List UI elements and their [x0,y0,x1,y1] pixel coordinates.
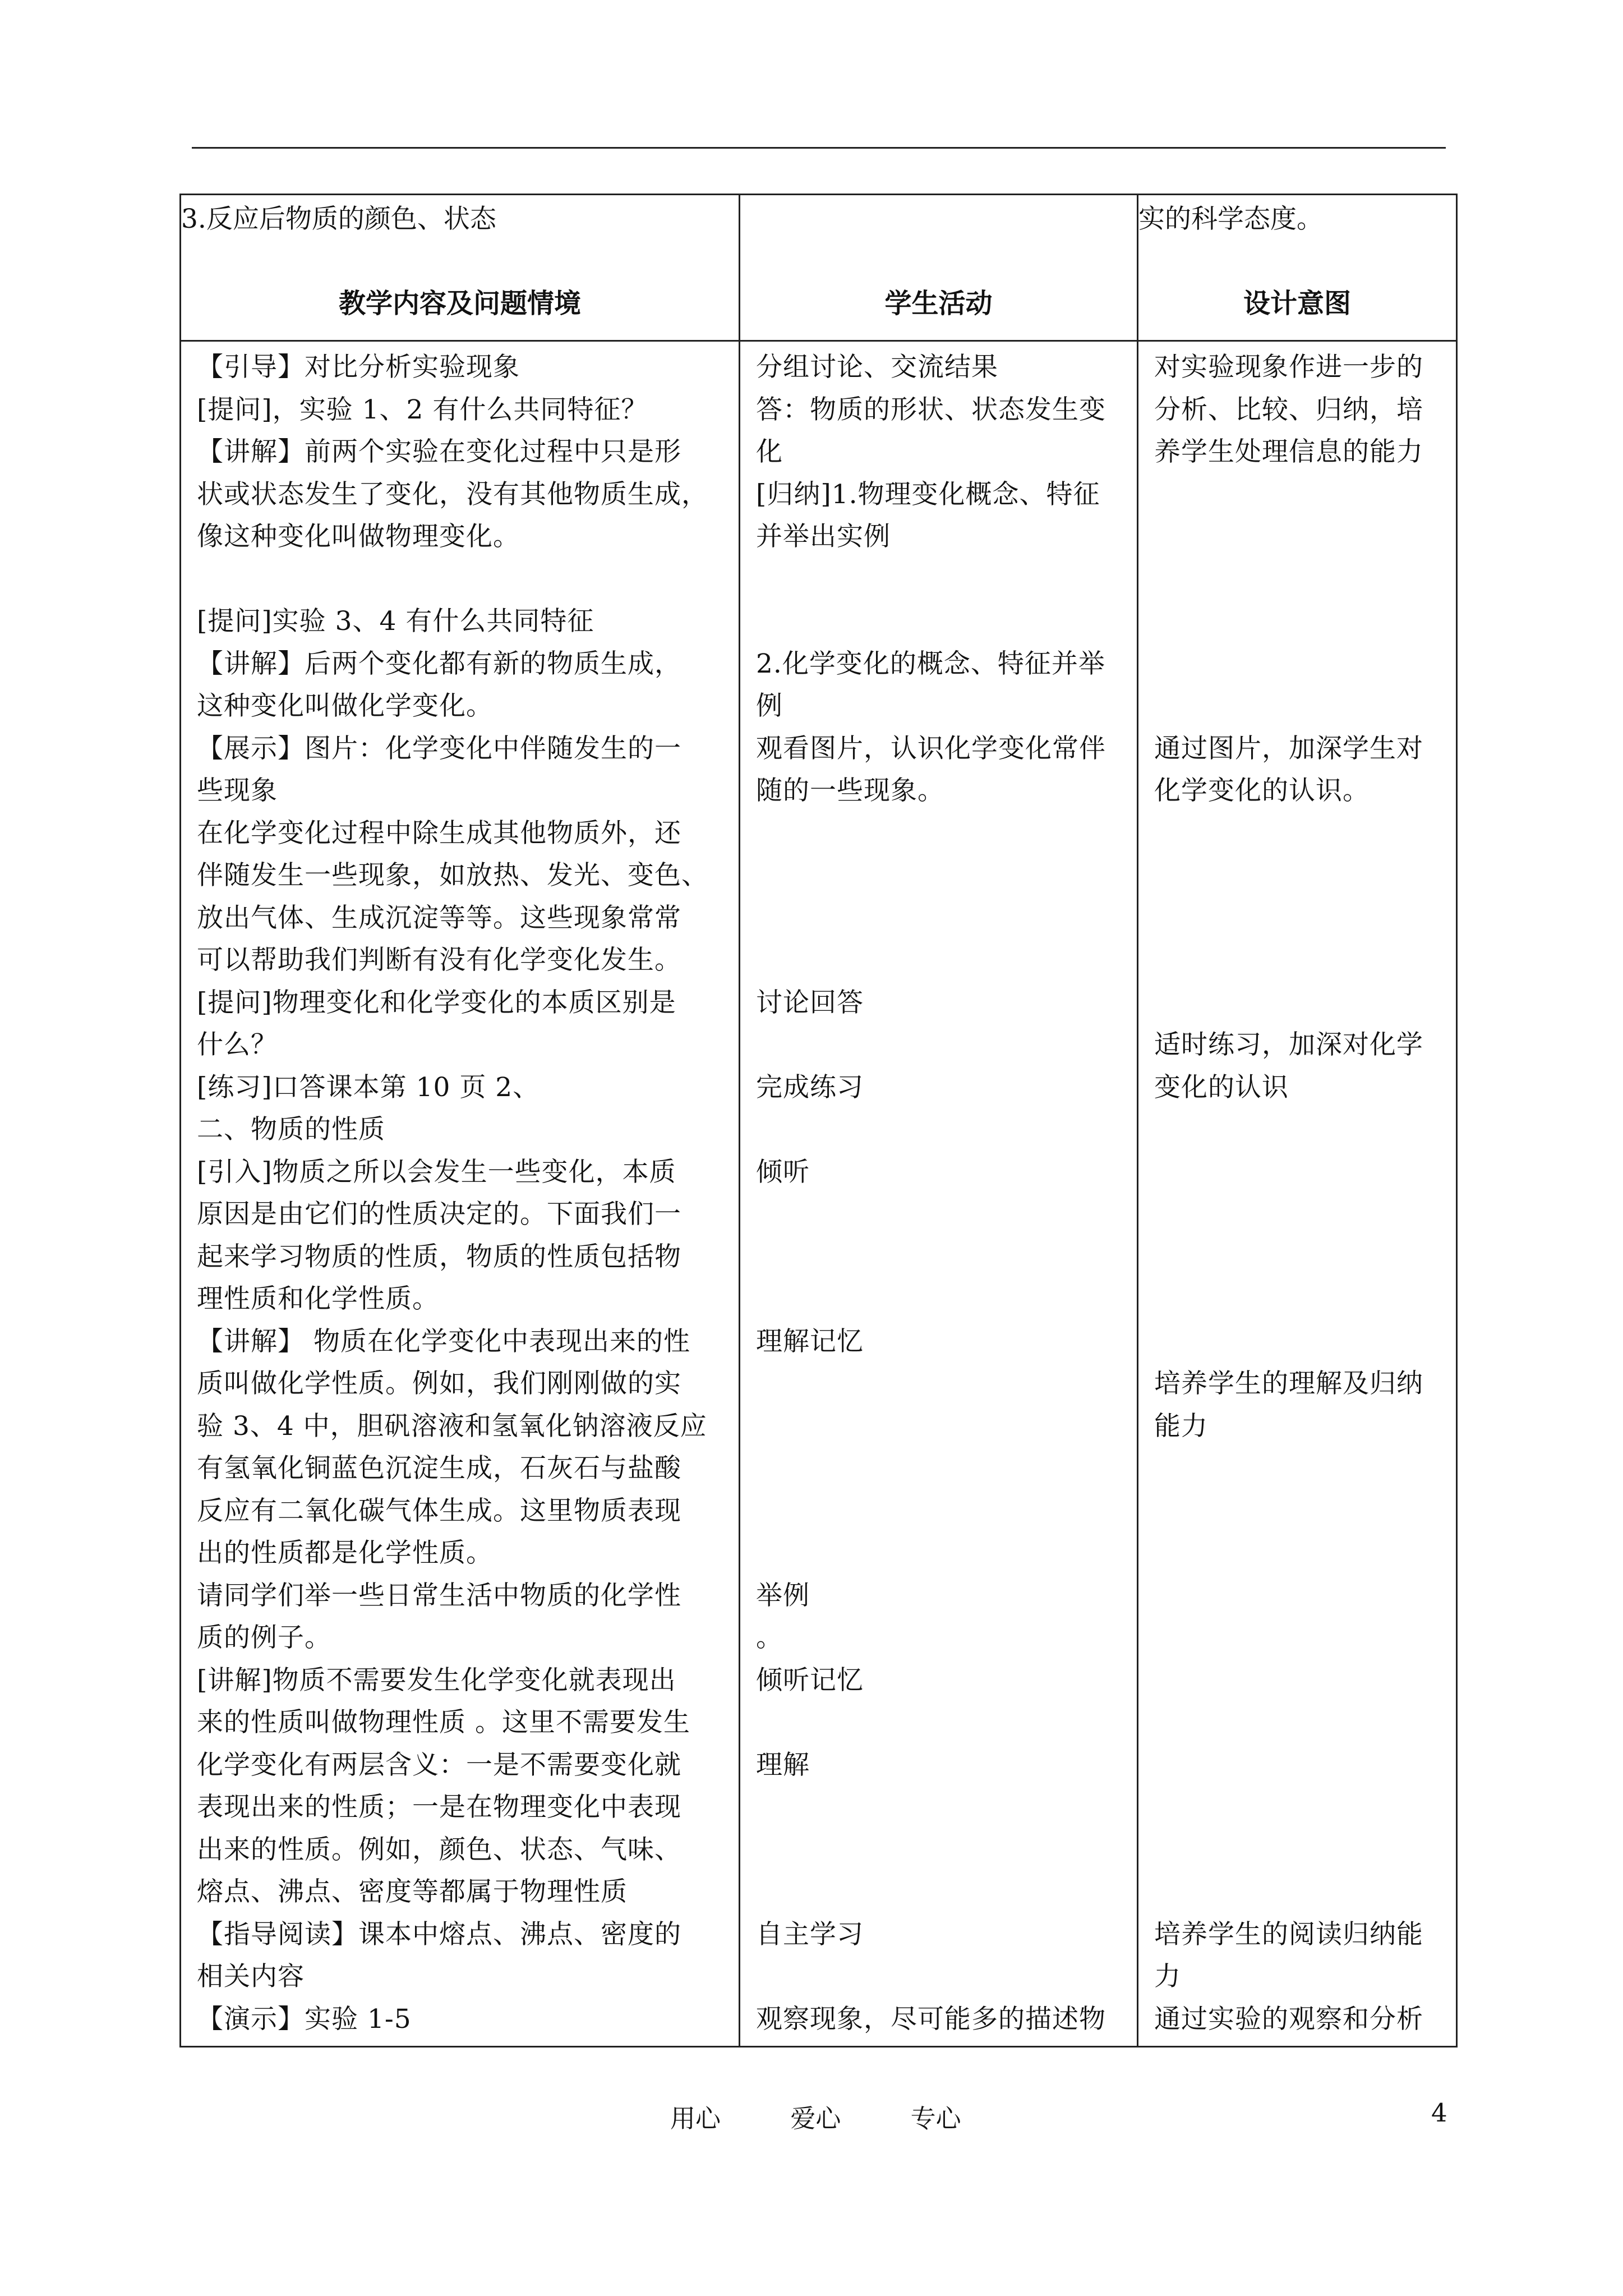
footer-mottos [670,2098,1023,2134]
column-header-intent: 设计意图 [1243,288,1351,319]
text-line [756,1236,1122,1278]
text-line: 观察现象，尽可能多的描述物 [756,2003,1106,2035]
text-line: 【讲解】前两个实验在变化过程中只是形 [197,436,681,467]
page-number: 4 [1431,2098,1447,2128]
text-line [1154,1659,1441,1702]
text-line [197,558,724,601]
text-line [1154,1575,1441,1617]
text-line: 倾听记忆 [756,1664,864,1696]
text-line [1154,473,1441,516]
text-line: [归纳]1.物理变化概念、特征 [756,478,1100,510]
content-cell [181,341,740,2047]
carryover-text-col3: 实的科学态度。 [1138,204,1323,234]
text-line [756,1363,1122,1405]
content-lines [181,342,739,2046]
text-line: 通过图片，加深学生对 [1154,733,1423,764]
text-line: 可以帮助我们判断有没有化学变化发生。 [197,945,681,976]
text-line [1154,1151,1441,1194]
text-line: 来的性质叫做物理性质 。这里不需要发生 [197,1707,690,1738]
text-line [1154,1701,1441,1744]
text-line: 二、物质的性质 [197,1114,385,1145]
text-line [1154,982,1441,1024]
footer-motto: 爱心 [790,2104,841,2133]
text-line [1154,1786,1441,1829]
intent-cell [1138,341,1457,2047]
text-line: 熔点、沸点、密度等都属于物理性质 [197,1876,628,1907]
text-line: 质的例子。 [197,1622,331,1653]
lesson-plan-table [179,194,1458,2047]
text-line [756,1829,1122,1871]
text-line [1154,600,1441,643]
text-line: 举例 [756,1580,810,1611]
intent-lines [1138,342,1456,2046]
text-line: 倾听 [756,1156,810,1188]
text-line [1154,1744,1441,1787]
text-line [756,1701,1122,1744]
text-line: 相关内容 [197,1961,305,1992]
text-line: 完成练习 [756,1071,864,1103]
text-line [1154,1236,1441,1278]
text-line: 讨论回答 [756,987,864,1018]
column-header-content: 教学内容及问题情境 [338,288,581,319]
text-line: 培养学生的理解及归纳 [1154,1368,1423,1399]
table-body-row [181,341,1457,2047]
text-line: [提问]实验 3、4 有什么共同特征 [197,606,594,637]
header-cell-activity [740,195,1138,341]
text-line: 像这种变化叫做物理变化。 [197,521,520,552]
text-line: 化学变化的认识。 [1154,775,1370,806]
text-line: 通过实验的观察和分析 [1154,2003,1423,2035]
text-line: 放出气体、生成沉淀等等。这些现象常常 [197,902,681,933]
header-cell-intent [1138,195,1457,341]
text-line: 验 3、4 中，胆矾溶液和氢氧化钠溶液反应 [197,1410,707,1442]
text-line [756,1278,1122,1320]
text-line: 答：物质的形状、状态发生变 [756,394,1106,425]
header-rule [192,147,1446,149]
text-line: 对实验现象作进一步的 [1154,352,1423,383]
text-line [756,1490,1122,1533]
activity-lines [740,342,1137,2046]
text-line: 分组讨论、交流结果 [756,352,998,383]
text-line [1154,643,1441,685]
text-line: 力 [1154,1961,1181,1992]
text-line: 【讲解】后两个变化都有新的物质生成， [197,648,681,679]
footer-motto: 专心 [910,2104,961,2133]
text-line: 分析、比较、归纳，培 [1154,394,1423,425]
text-line [1154,897,1441,940]
text-line [756,1108,1122,1151]
text-line [1154,1193,1441,1236]
text-line [1154,1320,1441,1363]
text-line [1154,685,1441,728]
text-line [756,1447,1122,1490]
text-line: 并举出实例 [756,521,891,552]
text-line [756,1955,1122,1998]
text-line [1154,1617,1441,1659]
text-line: 能力 [1154,1410,1208,1442]
text-line: 出的性质都是化学性质。 [197,1538,493,1568]
text-line: 有氢氧化铜蓝色沉淀生成，石灰石与盐酸 [197,1453,681,1484]
header-cell-content [181,195,740,341]
text-line [1154,1447,1441,1490]
text-line [1154,1278,1441,1320]
text-line: 2.化学变化的概念、特征并举 [756,648,1105,679]
text-line [1154,854,1441,897]
text-line: 表现出来的性质；一是在物理变化中表现 [197,1792,681,1823]
text-line [756,1786,1122,1829]
text-line: 自主学习 [756,1918,864,1950]
text-line [1154,1490,1441,1533]
text-line: 【引导】对比分析实验现象 [197,352,520,383]
text-line: 理解记忆 [756,1326,864,1357]
text-line: 些现象 [197,775,278,806]
text-line: [练习]口答课本第 10 页 2、 [197,1071,540,1103]
text-line [1154,1829,1441,1871]
text-line: 化学变化有两层含义：一是不需要变化就 [197,1749,681,1780]
text-line: 出来的性质。例如，颜色、状态、气味、 [197,1834,681,1865]
text-line: [引入]物质之所以会发生一些变化，本质 [197,1156,676,1188]
text-line: [讲解]物质不需要发生化学变化就表现出 [197,1664,676,1696]
text-line: 【讲解】 物质在化学变化中表现出来的性 [197,1326,690,1357]
text-line: 质叫做化学性质。例如，我们刚刚做的实 [197,1368,681,1399]
carryover-text-col1: 3.反应后物质的颜色、状态 [181,204,496,234]
text-line [1154,516,1441,558]
text-line [1154,1871,1441,1913]
text-line: 。 [756,1622,783,1653]
text-line [756,1193,1122,1236]
text-line: 适时练习，加深对化学 [1154,1029,1423,1060]
text-line [756,1405,1122,1448]
text-line: [提问]物理变化和化学变化的本质区别是 [197,987,676,1018]
text-line: 观看图片，认识化学变化常伴 [756,733,1106,764]
text-line [756,897,1122,940]
activity-cell [740,341,1138,2047]
text-line: 请同学们举一些日常生活中物质的化学性 [197,1580,681,1611]
text-line [1154,1108,1441,1151]
text-line [1154,939,1441,982]
text-line: [提问]，实验 1、2 有什么共同特征？ [197,394,648,425]
text-line [756,600,1122,643]
text-line: 在化学变化过程中除生成其他物质外，还 [197,817,681,849]
text-line: 随的一些现象。 [756,775,944,806]
text-line [1154,1532,1441,1575]
column-header-activity: 学生活动 [884,288,993,319]
text-line: 例 [756,691,783,721]
text-line: 伴随发生一些现象，如放热、发光、变色、 [197,860,708,891]
text-line [756,558,1122,601]
text-line [756,812,1122,855]
text-line: 【指导阅读】课本中熔点、沸点、密度的 [197,1918,681,1950]
text-line [756,1024,1122,1066]
footer-motto: 用心 [670,2104,721,2133]
text-line [1154,558,1441,601]
text-line: 这种变化叫做化学变化。 [197,691,493,721]
text-line: 什么？ [197,1029,278,1060]
text-line: 养学生处理信息的能力 [1154,436,1423,467]
text-line: 起来学习物质的性质，物质的性质包括物 [197,1241,681,1272]
text-line: 反应有二氧化碳气体生成。这里物质表现 [197,1495,681,1526]
text-line: 培养学生的阅读归纳能 [1154,1918,1423,1950]
text-line [756,1532,1122,1575]
text-line [1154,812,1441,855]
text-line: 化 [756,436,783,467]
text-line [756,1871,1122,1913]
text-line: 【演示】实验 1-5 [197,2003,412,2035]
text-line [756,939,1122,982]
text-line: 理解 [756,1749,810,1780]
text-line: 【展示】图片：化学变化中伴随发生的一 [197,733,681,764]
text-line: 理性质和化学性质。 [197,1283,439,1314]
text-line [756,854,1122,897]
table-header-row [181,195,1457,341]
text-line: 变化的认识 [1154,1071,1289,1103]
text-line: 原因是由它们的性质决定的。下面我们一 [197,1199,681,1230]
text-line: 状或状态发生了变化，没有其他物质生成， [197,478,708,510]
